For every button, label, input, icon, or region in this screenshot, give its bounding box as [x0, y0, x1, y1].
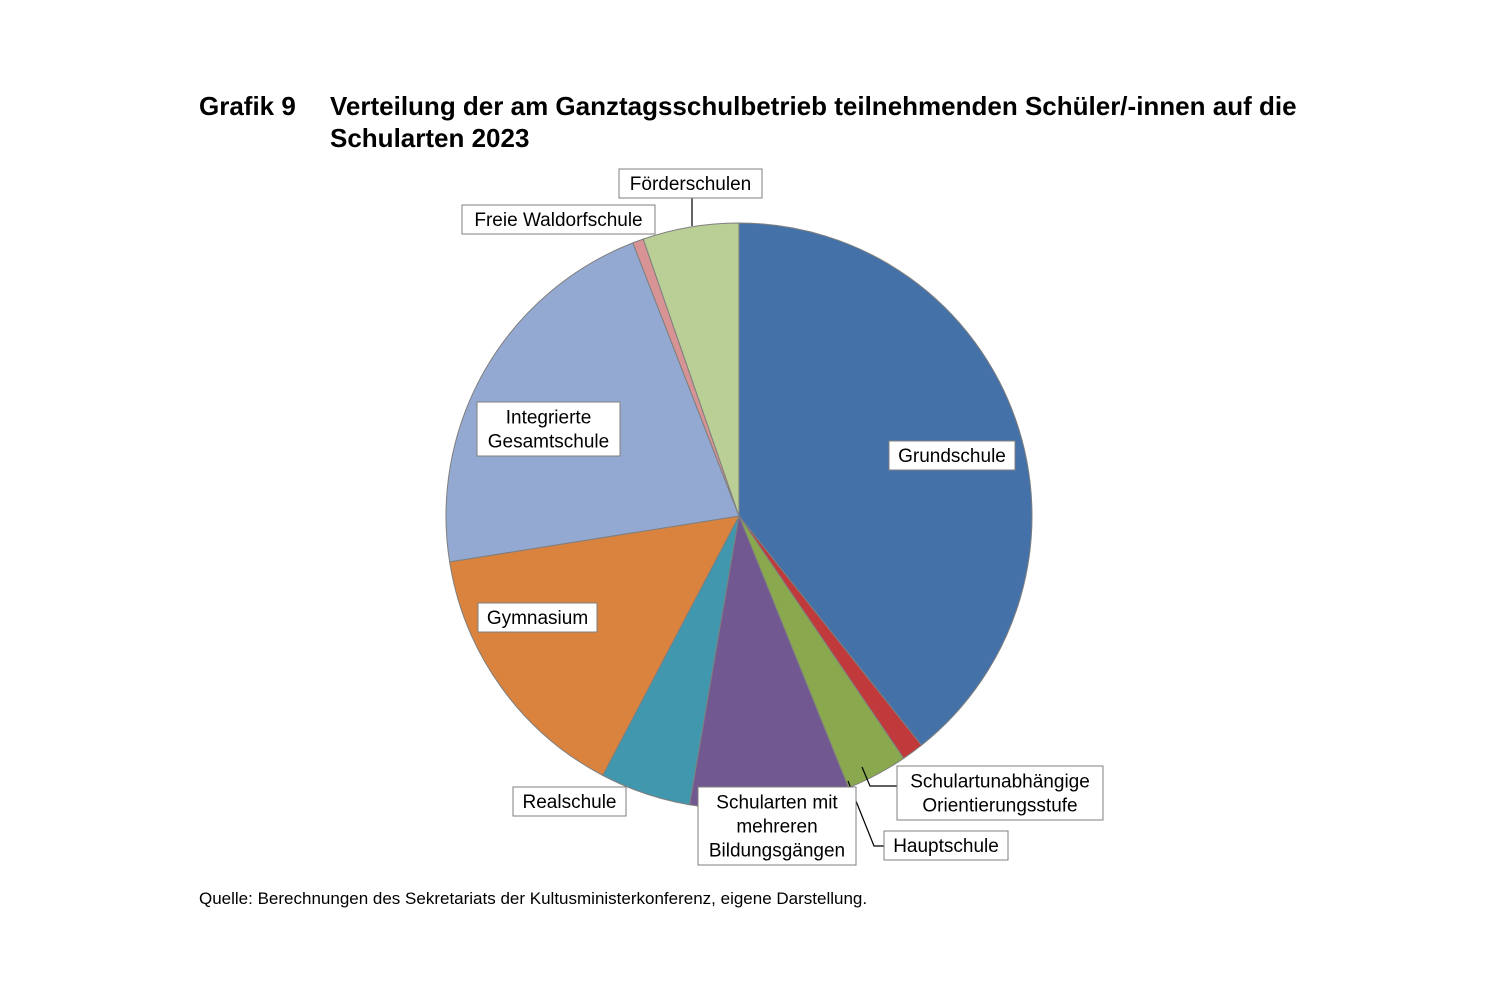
- data-label-gymnasium: [478, 603, 597, 632]
- data-label-text: Integrierte Gesamtschule: [487, 407, 610, 453]
- data-label-text: Förderschulen: [629, 174, 752, 195]
- data-label-foerderschulen: [619, 169, 762, 198]
- data-label-text: Hauptschule: [893, 836, 999, 857]
- figure-label: Grafik 9: [199, 91, 296, 121]
- data-label-text: Gymnasium: [486, 608, 589, 629]
- data-label-schulartunabhaengige-orientierungsstufe: [897, 766, 1103, 820]
- data-label-text: Schularten mit mehreren Bildungsgängen: [708, 792, 846, 862]
- figure-title: Verteilung der am Ganztagsschulbetrieb teilnehmenden Schüler/-innen auf die Schularten 2023: [330, 91, 1297, 153]
- data-label-text: Realschule: [522, 792, 617, 813]
- source-note: Quelle: Berechnungen des Sekretariats der Kultusministerkonferenz, eigene Darstellung.: [199, 889, 868, 908]
- data-label-grundschule: [889, 441, 1015, 470]
- data-label-text: Freie Waldorfschule: [474, 210, 643, 231]
- data-label-integrierte-gesamtschule: [477, 402, 620, 456]
- data-label-realschule: [513, 787, 626, 816]
- data-label-hauptschule: [884, 831, 1008, 860]
- data-label-freie-waldorfschule: [462, 205, 655, 234]
- data-label-text: Schulartunabhängige Orientierungsstufe: [910, 771, 1090, 817]
- data-label-schularten-mit-mehreren-bildungsgaengen: [698, 787, 856, 865]
- data-label-text: Grundschule: [898, 446, 1006, 467]
